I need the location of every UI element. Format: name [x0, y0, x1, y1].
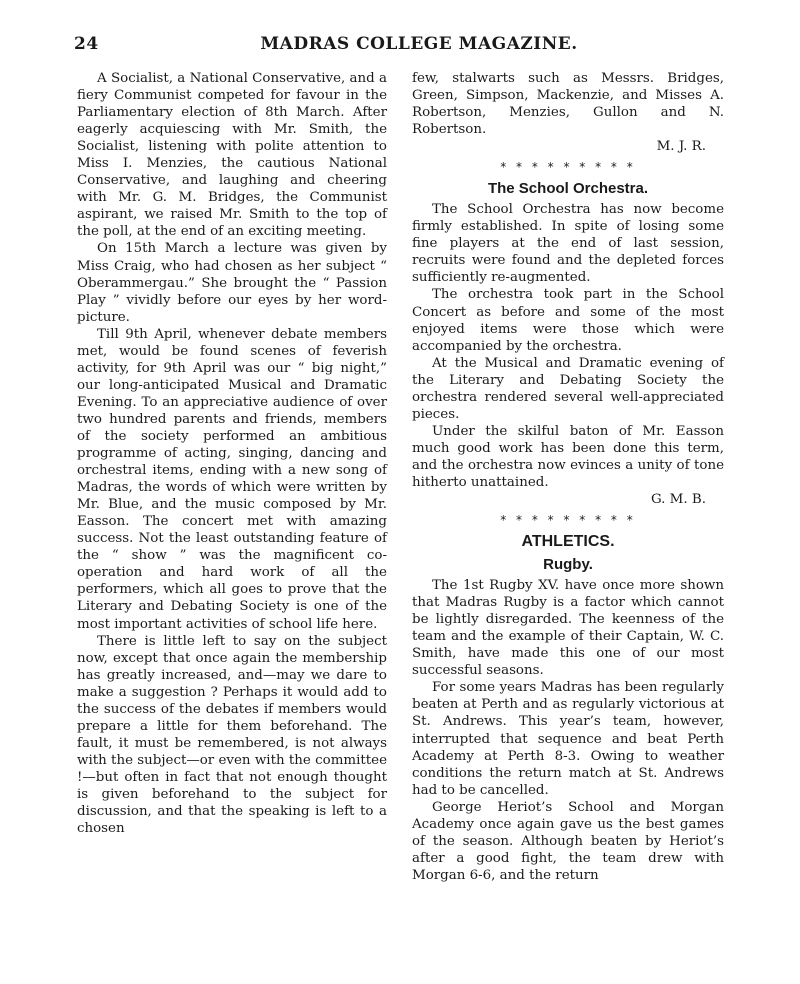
left-column [77, 70, 387, 837]
athletics-heading: ATHLETICS. [521, 533, 615, 551]
right-column [412, 70, 724, 884]
magazine-title: MADRAS COLLEGE MAGAZINE. [260, 34, 578, 54]
page-header [74, 34, 724, 58]
orchestra-paragraph: The orchestra took part in the School Concert as before and some of the most enjoyed items were those which were accompanied by the orchestra. [412, 287, 724, 354]
paragraph-continuation: few, stalwarts such as Messrs. Bridges, Green, Simpson, Mackenzie, and Misses A. Robertson, Menzies, Gullon and N. Robertson. [412, 71, 724, 138]
orchestra-paragraph: Under the skilful baton of Mr. Easson much good work has been done this term, and the orchestra now evinces a unity of tone hitherto unattained. [412, 423, 724, 490]
orchestra-paragraph: The School Orchestra has now become firmly established. In spite of losing some fine players at the end of last session, recruits were found and the depleted forces sufficiently re-augmented. [412, 202, 724, 286]
paragraph-election: A Socialist, a National Conservative, and a fiery Communist competed for favour in the Parliamentary election of 8th March. After eagerly acquiescing with Mr. Smith, the Socialist, listening with polite attention to Miss I. Menzies, the cautious National Conservative, and laughing and cheering with Mr. G. M. Bridges, the Communist aspirant, we raised Mr. Smith to the top of the poll, at the end of an exciting meeting. [77, 71, 387, 240]
rugby-paragraph: George Heriot’s School and Morgan Academy once again gave us the best games of the season. Although beaten by Heriot’s after a good fight, the team drew with Morgan 6-6, and the return [412, 799, 724, 883]
page-number: 24 [74, 34, 99, 54]
paragraph-musical-evening: Till 9th April, whenever debate members met, would be found scenes of feverish activity, for 9th April was our “ big night,” our long-anticipated Musical and Dramatic Evening. To an appreciative audience of over two hundred parents and friends, members of the society performed an ambitious programme of acting, singing, dancing and orchestral items, ending with a new song of Madras, the words of which were written by Mr. Blue, and the music composed by Mr. Easson. The concert met with amazing success. Not the least outstanding feature of the “ show ” was the magnificent co-operation and hard work of all the performers, which all goes to prove that the Literary and Debating Society is one of the most important activities of school life here. [77, 326, 387, 632]
signature-mjr: M. J. R. [656, 139, 706, 155]
orchestra-heading: The School Orchestra. [487, 180, 649, 198]
paragraph-lecture: On 15th March a lecture was given by Miss Craig, who had chosen as her subject “ Oberammergau.” She brought the “ Passion Play ” vividly before our eyes by her word-picture. [77, 241, 387, 325]
orchestra-paragraph: At the Musical and Dramatic evening of the Literary and Debating Society the orchestra rendered several well-appreciated pieces. [412, 355, 724, 422]
rugby-paragraph: For some years Madras has been regularly beaten at Perth and as regularly victorious at St. Andrews. This year’s team, however, interrupted that sequence and beat Perth Academy at Perth 8-3. Owing to weather conditions the return match at St. Andrews had to be cancelled. [412, 680, 724, 798]
section-separator: * * * * * * * * * [500, 160, 636, 175]
rugby-paragraph: The 1st Rugby XV. have once more shown that Madras Rugby is a factor which cannot be lightly disregarded. The keenness of the team and the example of their Captain, W. C. Smith, have made this one of our most successful seasons. [412, 578, 724, 679]
signature-gmb: G. M. B. [650, 492, 706, 508]
section-separator: * * * * * * * * * [500, 513, 636, 528]
rugby-heading: Rugby. [543, 556, 593, 574]
paragraph-suggestion: There is little left to say on the subject now, except that once again the membership has greatly increased, and—may we dare to make a suggestion ? Perhaps it would add to the success of the debates if members would prepare a little for them beforehand. The fault, it must be remembered, is not always with the subject—or even with the committee !—but often in fact that not enough thought is given beforehand to the subject for discussion, and that the speaking is left to a chosen [77, 633, 387, 837]
